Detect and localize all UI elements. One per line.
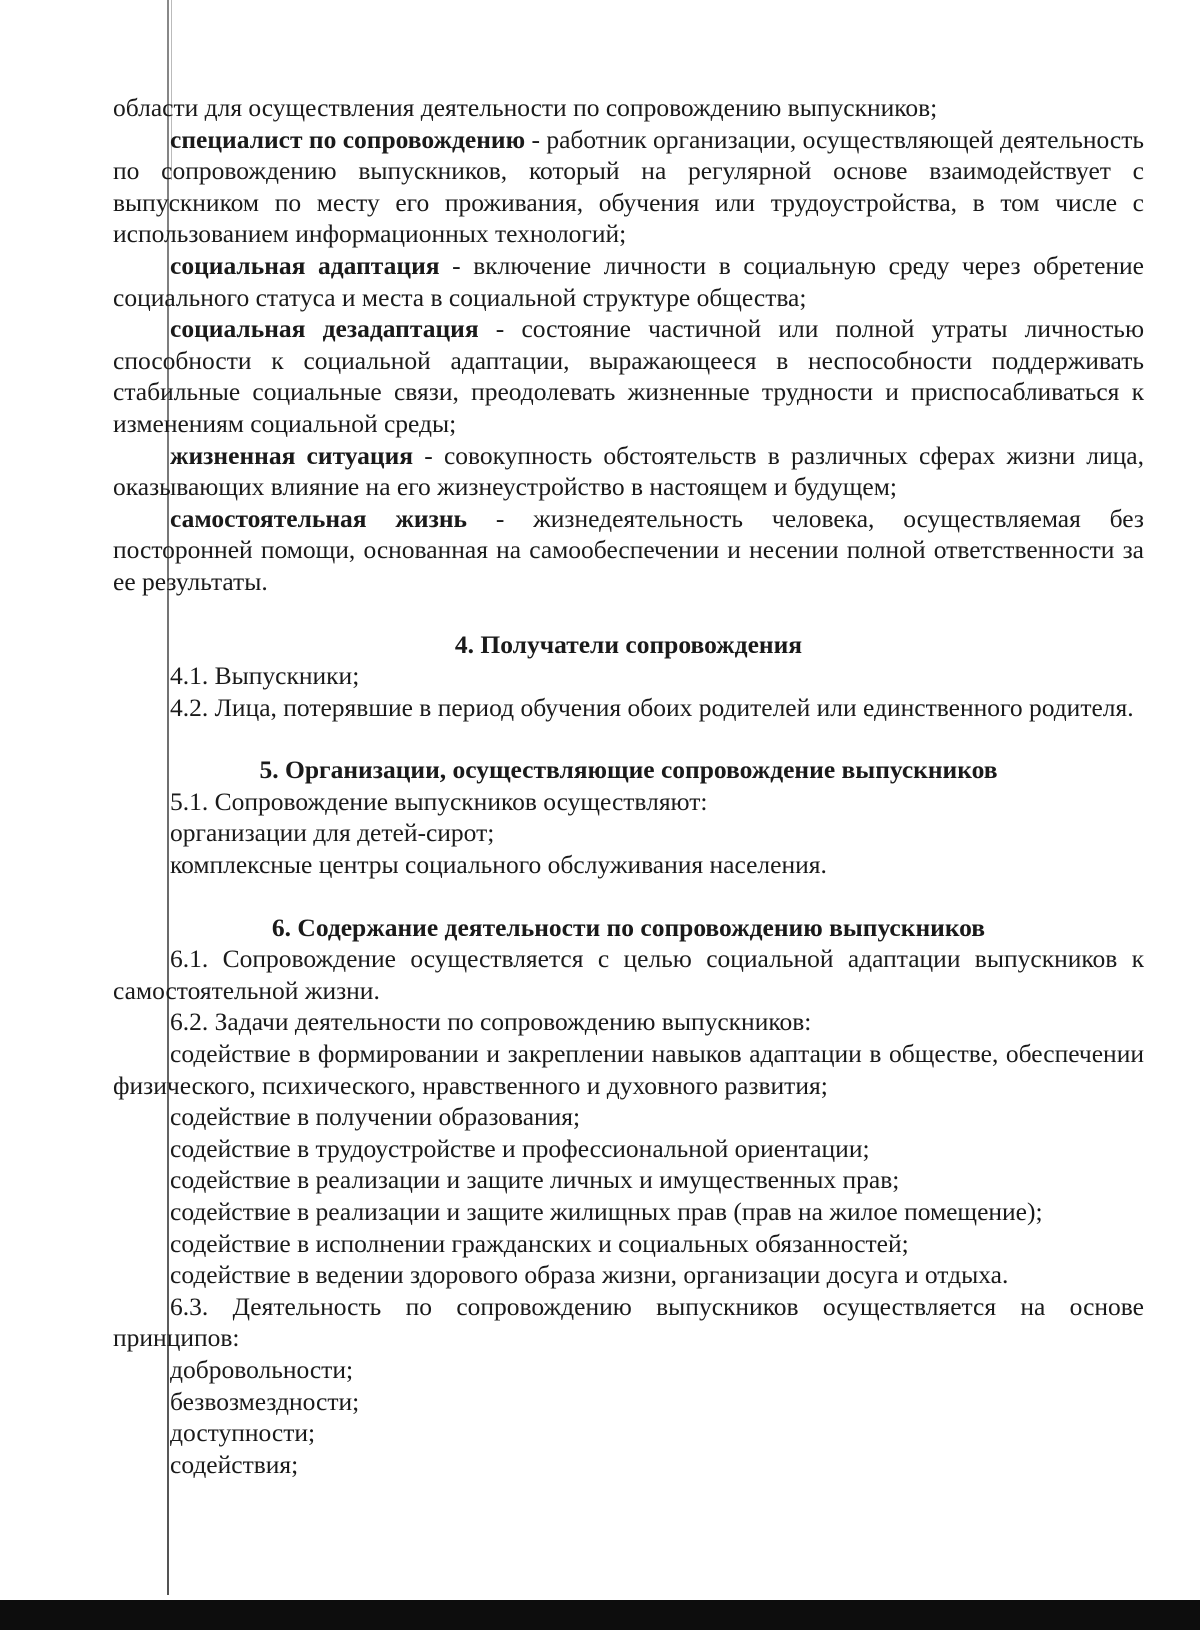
clause: 6.3. Деятельность по сопровождению выпускников осуществляется на основе принципов: [113,1291,1144,1353]
definition: - совокупность обстоятельств в различных сферах жизни лица, оказывающих влияние на его жизнеустройство в настоящем и будущем; [113,440,1144,502]
definition: - состояние частичной или полной утраты личностью способности к социальной адаптации, выражающееся в неспособности поддерживать стабильные социальные связи, преодолевать жизненные трудности и приспосабливаться к изменениям социальной среды; [113,314,1144,438]
definition: - включение личности в социальную среду через обретение социального статуса и места в социальной структуре общества; [113,250,1144,312]
list-item: содействие в формировании и закреплении навыков адаптации в обществе, обеспечении физического, психического, нравственного и духовного развития; [113,1039,1144,1100]
term: социальная дезадаптация [170,314,479,344]
definition-paragraph [113,440,1144,503]
section-heading: 6. Содержание деятельности по сопровождению выпускников [271,912,986,942]
list-item: содействие в получении образования; [170,1102,581,1132]
list-item: содействия; [170,1449,299,1479]
clause: 5.1. Сопровождение выпускников осуществляют: [170,786,708,816]
section-heading: 4. Получатели сопровождения [454,629,803,659]
scan-bottom-edge [0,1600,1200,1630]
term: социальная адаптация [170,250,440,280]
section-heading: 5. Организации, осуществляющие сопровождение выпускников [259,755,998,785]
spacer [113,723,1144,754]
clause: 6.2. Задачи деятельности по сопровождению выпускников: [170,1007,812,1037]
list-item: доступности; [170,1418,316,1448]
term: специалист по сопровождению [170,124,526,154]
list-item: содействие в трудоустройстве и профессиональной ориентации; [170,1133,870,1163]
spacer [113,881,1144,912]
term: жизненная ситуация [170,440,414,470]
list-item: содействие в реализации и защите жилищных прав (прав на жилое помещение); [170,1197,1043,1226]
term: самостоятельная жизнь [170,503,468,533]
definition: - работник организации, осуществляющей деятельность по сопровождению выпускников, который на регулярной основе взаимодействует с выпускником по месту его проживания, обучения или трудоустройства, в том числе с использованием информационных технологий; [113,124,1144,249]
list-item: организации для детей-сирот; [170,818,495,848]
clause: 4.1. Выпускники; [170,661,360,691]
clause: 4.2. Лица, потерявшие в период обучения обоих родителей или единственного родителя. [170,692,1134,722]
document-body [113,92,1144,1480]
definition-paragraph [113,250,1144,313]
clause: 6.1. Сопровождение осуществляется с целью социальной адаптации выпускников к самостоятельной жизни. [113,944,1144,1005]
list-item: добровольности; [170,1354,354,1384]
definition-paragraph [113,124,1144,250]
definition-paragraph [113,503,1144,598]
spacer [113,598,1144,629]
list-item: содействие в ведении здорового образа жизни, организации досуга и отдыха. [170,1260,1009,1290]
list-item: содействие в реализации и защите личных и имущественных прав; [170,1165,900,1195]
paragraph: области для осуществления деятельности по сопровождению выпускников; [113,93,938,122]
list-item: комплексные центры социального обслуживания населения. [170,850,827,880]
definition: - жизнедеятельность человека, осуществляемая без посторонней помощи, основанная на самообеспечении и несении полной ответственности за ее результаты. [113,503,1145,596]
list-item: содействие в исполнении гражданских и социальных обязанностей; [170,1228,909,1258]
definition-paragraph [113,313,1144,439]
list-item: безвозмездности; [170,1386,360,1416]
